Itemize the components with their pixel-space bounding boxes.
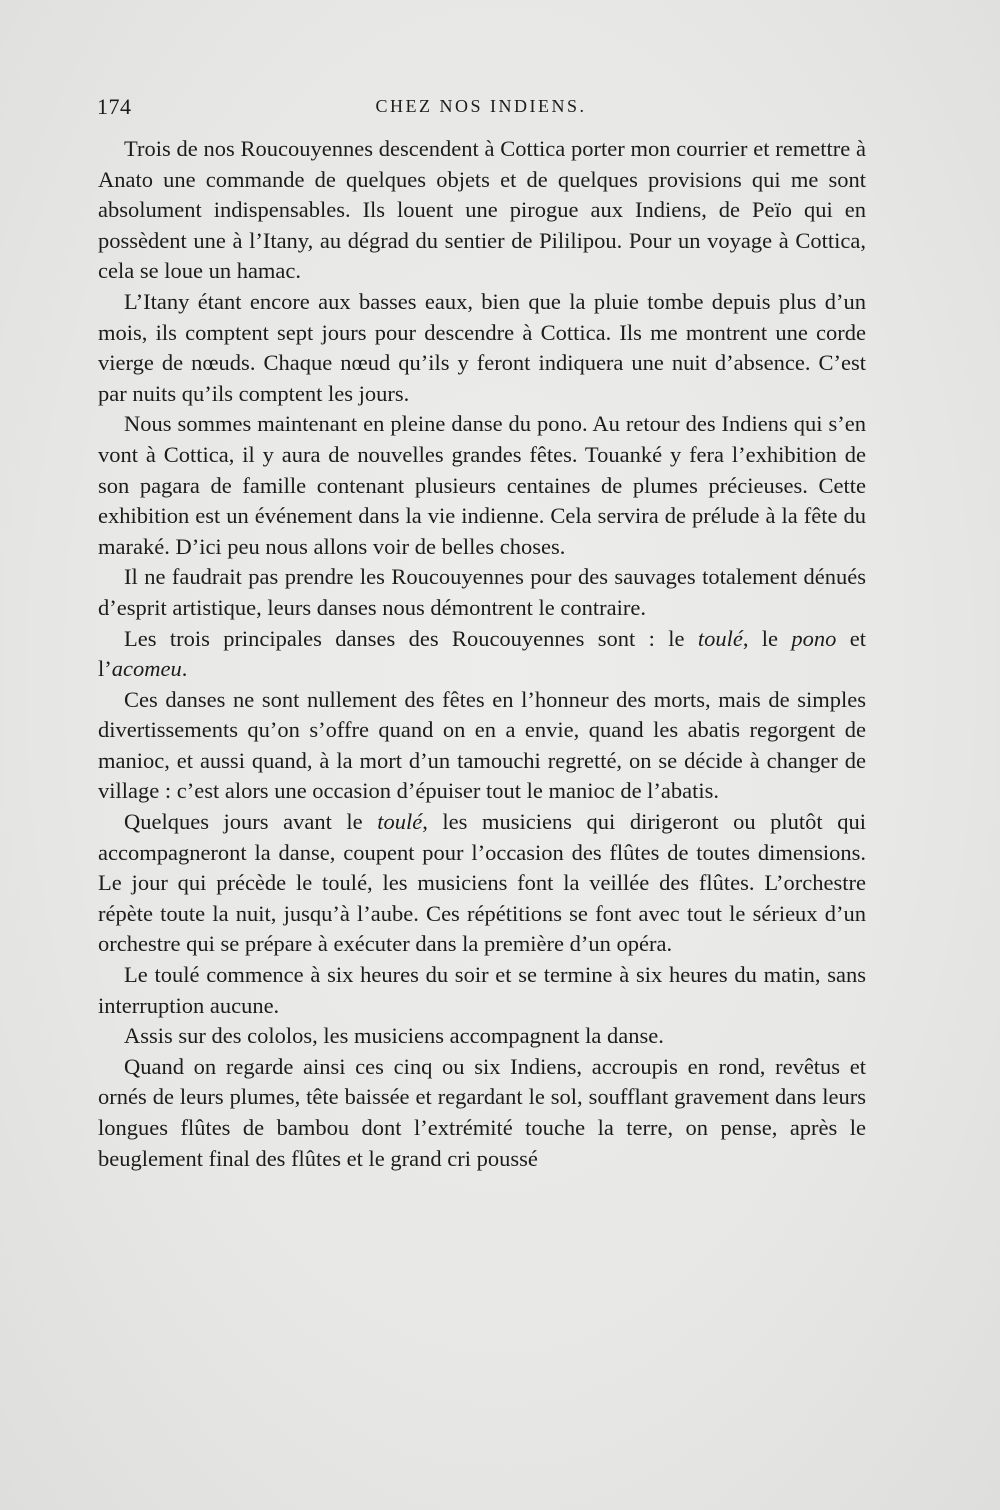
paragraph: Le toulé commence à six heures du soir et se termine à six heures du matin, sans interruption aucune. [98,962,866,1018]
body-text [98,134,866,1174]
text-run: Quelques jours avant le [124,809,378,835]
text-run: , les musiciens qui dirigeront ou plutôt qui accompagneront la danse, coupent pour l’occasion des flûtes de toutes dimensions. Le jour qui précède le toulé, les musiciens font la veillée des flûtes. L’orchestre répète toute la nuit, jusqu’à l’aube. Ces répétitions se font avec tout le sérieux d’un orchestre qui se prépare à exécuter dans la première d’un opéra. [98,809,866,957]
dance-name: pono [791,625,837,651]
text-run: et l’ [98,625,866,682]
dance-name: toulé [697,625,743,651]
text-run: , le [742,625,792,651]
dance-name: acomeu [111,656,182,682]
paragraph-dances [98,624,866,685]
paragraph: Il ne faudrait pas prendre les Roucouyennes pour des sauvages totalement dénués d’esprit artistique, leurs danses nous démontrent le contraire. [98,564,866,620]
paragraph: Nous sommes maintenant en pleine danse du pono. Au retour des Indiens qui s’en vont à Cottica, il y aura de nouvelles grandes fêtes. Touanké y fera l’exhibition de son pagara de famille contenant plusieurs centaines de plumes précieuses. Cette exhibition est un événement dans la vie indienne. Cela servira de prélude à la fête du maraké. D’ici peu nous allons voir de belles choses. [98,411,866,559]
page-number: 174 [97,94,132,119]
paragraph: Trois de nos Roucouyennes descendent à Cottica porter mon courrier et remettre à Anato une commande de quelques objets et de quelques provisions qui me sont absolument indispensables. Ils louent une pirogue aux Indiens, de Peïo qui en possèdent une à l’Itany, au dégrad du sentier de Pililipou. Pour un voyage à Cottica, cela se loue un hamac. [98,136,866,284]
dance-name: toulé [377,809,423,835]
text-run: Les trois principales danses des Roucouyennes sont : le [124,625,698,651]
paragraph: Ces danses ne sont nullement des fêtes en l’honneur des morts, mais de simples divertissements qu’on s’offre quand on en a envie, quand les abatis regorgent de manioc, et aussi quand, à la mort d’un tamouchi regretté, on se décide à changer de village : c’est alors une occasion d’épuiser tout le manioc de l’abatis. [98,686,866,804]
running-title: CHEZ NOS INDIENS. [375,96,587,116]
paragraph-toule [98,807,866,960]
page-header [97,94,865,124]
paragraph: Quand on regarde ainsi ces cinq ou six Indiens, accroupis en rond, revêtus et ornés de leurs plumes, tête baissée et regardant le sol, soufflant gravement dans leurs longues flûtes de bambou dont l’extrémité touche la terre, on pense, après le beuglement final des flûtes et le grand cri poussé [98,1053,866,1171]
paragraph: L’Itany étant encore aux basses eaux, bien que la pluie tombe depuis plus d’un mois, ils comptent sept jours pour descendre à Cottica. Ils me montrent une corde vierge de nœuds. Chaque nœud qu’ils y feront indiquera une nuit d’absence. C’est par nuits qu’ils comptent les jours. [98,288,866,406]
text-run: . [181,656,188,682]
paragraph: Assis sur des cololos, les musiciens accompagnent la danse. [124,1023,664,1049]
